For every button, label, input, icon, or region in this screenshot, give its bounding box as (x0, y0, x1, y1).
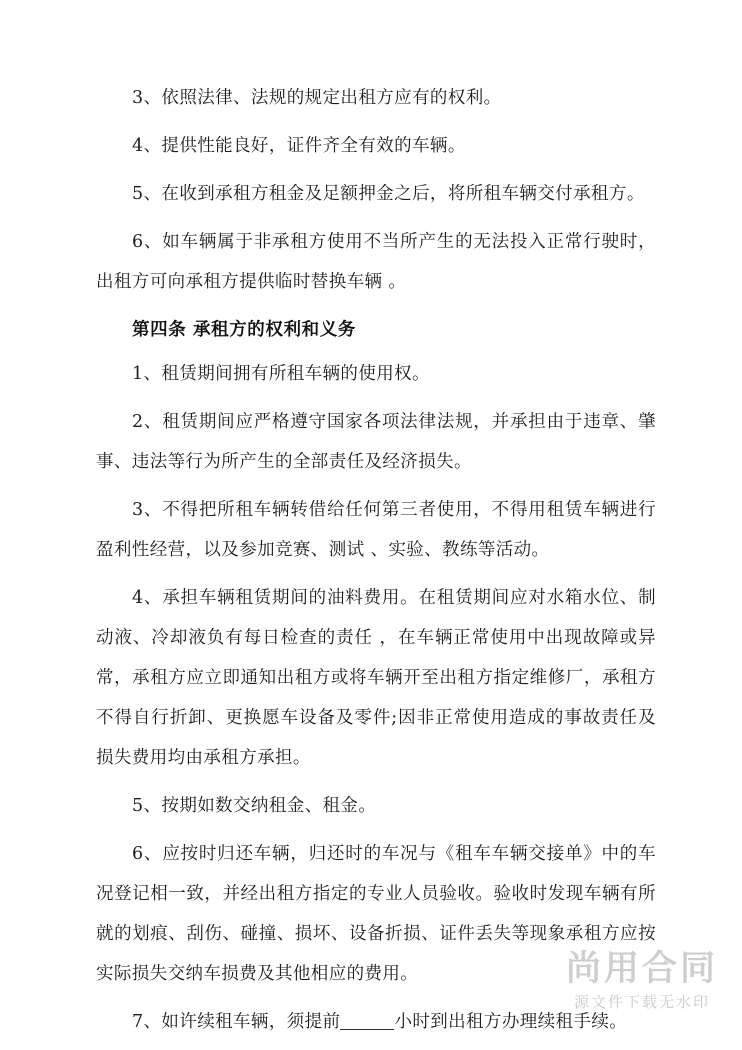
watermark-subtitle: 源文件下载无水印 (573, 993, 710, 1011)
fill-in-blank (340, 1029, 394, 1030)
paragraph-item-5: 5、在收到承租方租金及足额押金之后，将所租车辆交付承租方。 (132, 184, 645, 204)
paragraph-lessee-item-3: 3、不得把所租车辆转借给任何第三者使用，不得用租赁车辆进行盈利性经营，以及参加竞赛、测试 、实验、教练等活动。 (96, 500, 656, 560)
paragraph-lessee-item-1: 1、租赁期间拥有所租车辆的使用权。 (132, 364, 430, 384)
paragraph-item-4: 4、提供性能良好，证件齐全有效的车辆。 (132, 136, 466, 156)
paragraph-item-6: 6、如车辆属于非承租方使用不当所产生的无法投入正常行驶时，出租方可向承租方提供临时替换车辆 。 (96, 232, 656, 292)
paragraph-lessee-item-2: 2、租赁期间应严格遵守国家各项法律法规，并承担由于违章、肇事、违法等行为所产生的全部责任及经济损失。 (96, 412, 656, 472)
paragraph-lessee-item-7-after: 小时到出租方办理续租手续。 (394, 1012, 628, 1032)
section-heading-article-4: 第四条 承租方的权利和义务 (132, 320, 356, 340)
paragraph-lessee-item-7 (96, 1002, 656, 1042)
paragraph-lessee-item-7-before: 7、如许续租车辆，须提前 (132, 1012, 341, 1032)
paragraph-lessee-item-6: 6、应按时归还车辆，归还时的车况与《租车车辆交接单》中的车况登记相一致，并经出租方指定的专业人员验收。验收时发现车辆有所就的划痕、刮伤、碰撞、损坏、设备折损、证件丢失等现象承租方应按实际损失交纳车损费及其他相应的费用。 (96, 844, 656, 984)
document-body (96, 78, 656, 1050)
watermark-title: 尚用合同 (565, 949, 718, 989)
paragraph-lessee-item-5: 5、按期如数交纳租金、租金。 (132, 796, 377, 816)
paragraph-lessee-item-4: 4、承担车辆租赁期间的油料费用。在租赁期间应对水箱水位、制动液、冷却液负有每日检查的责任 ，在车辆正常使用中出现故障或异常，承租方应立即通知出租方或将车辆开至出租方指定维修厂，承租方不得自行折卸、更换愿车设备及零件;因非正常使用造成的事故责任及损失费用均由承租方承担。 (96, 588, 656, 768)
paragraph-item-3: 3、依照法律、法规的规定出租方应有的权利。 (132, 88, 502, 108)
